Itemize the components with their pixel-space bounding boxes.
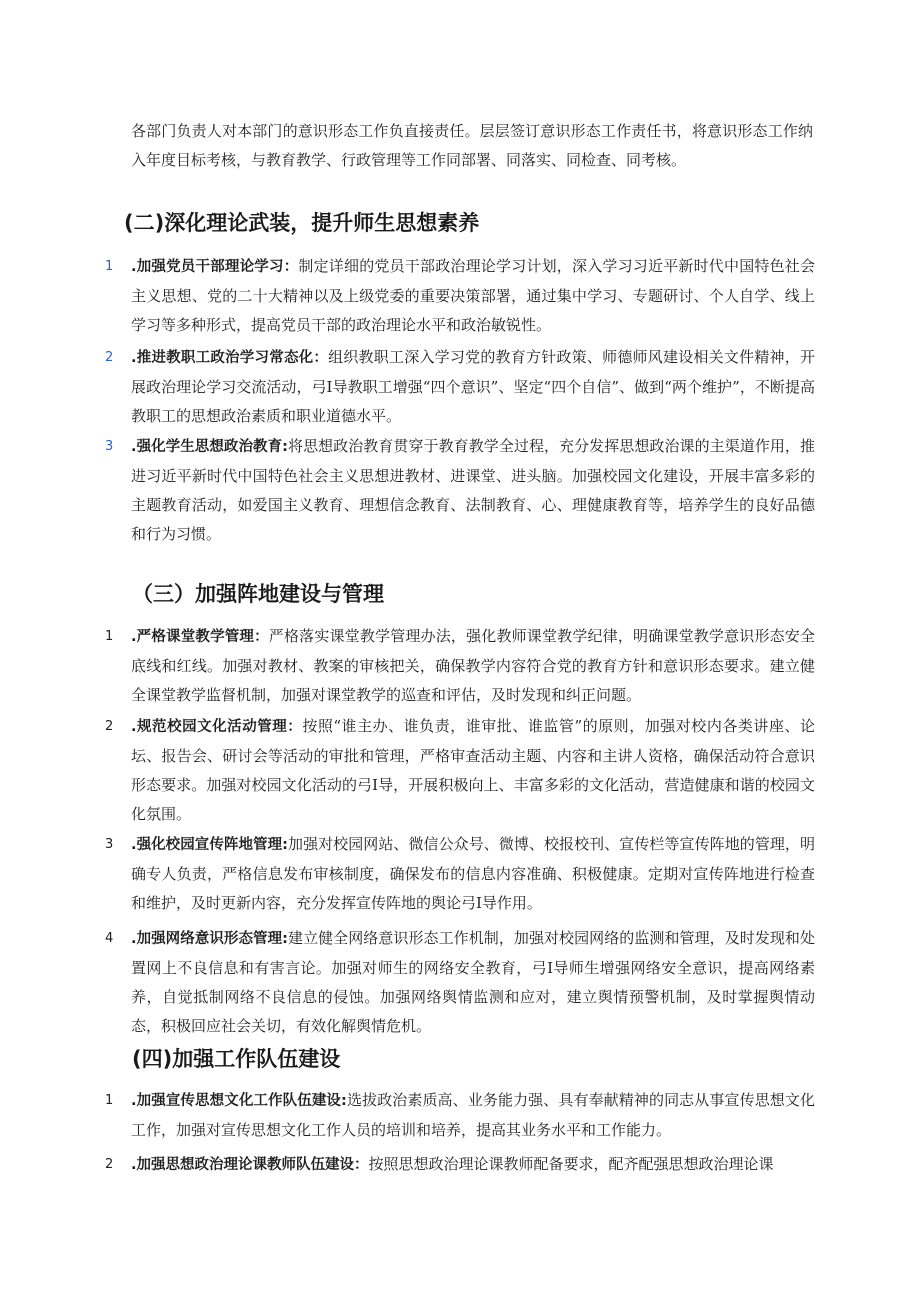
item-lead: .强化学生思想政治教育:	[131, 439, 288, 455]
item-text: 建立健全网络意识形态工作机制，加强对校园网络的监测和管理，及时发现和处置网上不良信息和有害言论。加强对师生的网络安全教育，弓I导师生增强网络安全意识，提高网络素养，自觉抵制网络不良信息的侵蚀。加强网络舆情监测和应对，建立舆情预警机制，及时掌握舆情动态，积极回应社会关切，有效化解舆情危机。	[131, 929, 815, 1035]
item-text: 按照“谁主办、谁负责，谁审批、谁监管”的原则，加强对校内各类讲座、论坛、报告会、研讨会等活动的审批和管理，严格审查活动主题、内容和主讲人资格，确保活动符合意识形态要求。加强对校园文化活动的弓I导，开展积极向上、丰富多彩的文化活动，营造健康和谐的校园文化氛围。	[131, 717, 815, 823]
item-lead: .推进教职工政治学习常态化：	[131, 350, 329, 366]
item-lead: .加强网络意识形态管理:	[131, 931, 288, 947]
item-text: 制定详细的党员干部政治理论学习计划，深入学习习近平新时代中国特色社会主义思想、党的二十大精神以及上级党委的重要决策部署，通过集中学习、专题研讨、个人自学、线上学习等多种形式，提高党员干部的政治理论水平和政治敏锐性。	[131, 257, 815, 334]
list-item	[105, 432, 815, 549]
section-heading-4: (四)加强工作队伍建设	[132, 1047, 341, 1071]
item-text: 将思想政治教育贯穿于教育教学全过程，充分发挥思想政治课的主渠道作用，推进习近平新时代中国特色社会主义思想进教材、进课堂、进头脑。加强校园文化建设，开展丰富多彩的主题教育活动，如爱国主义教育、理想信念教育、法制教育、心、理健康教育等，培养学生的良好品德和行为习惯。	[131, 437, 815, 543]
item-text: 加强对校园网站、微信公众号、微博、校报校刊、宣传栏等宣传阵地的管理，明确专人负责，严格信息发布审核制度，确保发布的信息内容准确、积极健康。定期对宣传阵地进行检查和维护，及时更新内容，充分发挥宣传阵地的舆论弓I导作用。	[131, 835, 815, 912]
list-item	[105, 1086, 815, 1145]
list-item	[105, 830, 815, 918]
list-item	[105, 343, 815, 431]
item-number: 3	[105, 439, 114, 454]
item-number: 2	[105, 719, 114, 734]
section-heading-2: (二)深化理论武装，提升师生思想素养	[124, 211, 480, 235]
item-text: 严格落实课堂教学管理办法，强化教师课堂教学纪律，明确课堂教学意识形态安全底线和红线。加强对教材、教案的审核把关，确保教学内容符合党的教育方针和意识形态要求。建立健全课堂教学监督机制，加强对课堂教学的巡查和评估，及时发现和纠正问题。	[131, 627, 815, 704]
item-lead: .加强宣传思想文化工作队伍建设:	[131, 1093, 347, 1109]
list-item	[105, 252, 815, 340]
item-number: 3	[105, 837, 114, 852]
intro-paragraph: 各部门负责人对本部门的意识形态工作负直接责任。层层签订意识形态工作责任书，将意识形态工作纳入年度目标考核，与教育教学、行政管理等工作同部署、同落实、同检查、同考核。	[131, 122, 813, 169]
item-number: 1	[105, 1093, 114, 1108]
item-number: 1	[105, 259, 114, 274]
item-lead: .加强思想政治理论课教师队伍建设：	[131, 1157, 369, 1173]
list-item	[105, 622, 815, 710]
list-item	[105, 1150, 815, 1180]
item-lead: .规范校园文化活动管理：	[131, 719, 303, 735]
item-number: 2	[105, 350, 114, 365]
item-lead: .加强党员干部理论学习：	[131, 259, 299, 275]
list-item	[105, 712, 815, 829]
item-text: 组织教职工深入学习党的教育方针政策、师德师风建设相关文件精神，开展政治理论学习交流活动，弓I导教职工增强“四个意识”、坚定“四个自信”、做到“两个维护”，不断提高教职工的思想政治素质和职业道德水平。	[131, 348, 815, 425]
item-number: 2	[105, 1157, 114, 1172]
item-text: 按照思想政治理论课教师配备要求，配齐配强思想政治理论课	[368, 1155, 774, 1173]
item-number: 4	[105, 931, 114, 946]
list-item	[105, 924, 815, 1041]
item-lead: .强化校园宣传阵地管理:	[131, 837, 288, 853]
item-lead: .严格课堂教学管理：	[131, 629, 269, 645]
item-number: 1	[105, 629, 114, 644]
section-heading-3: （三）加强阵地建设与管理	[132, 582, 384, 606]
item-text: 选拔政治素质高、业务能力强、具有奉献精神的同志从事宣传思想文化工作，加强对宣传思想文化工作人员的培训和培养，提高其业务水平和工作能力。	[131, 1091, 815, 1139]
